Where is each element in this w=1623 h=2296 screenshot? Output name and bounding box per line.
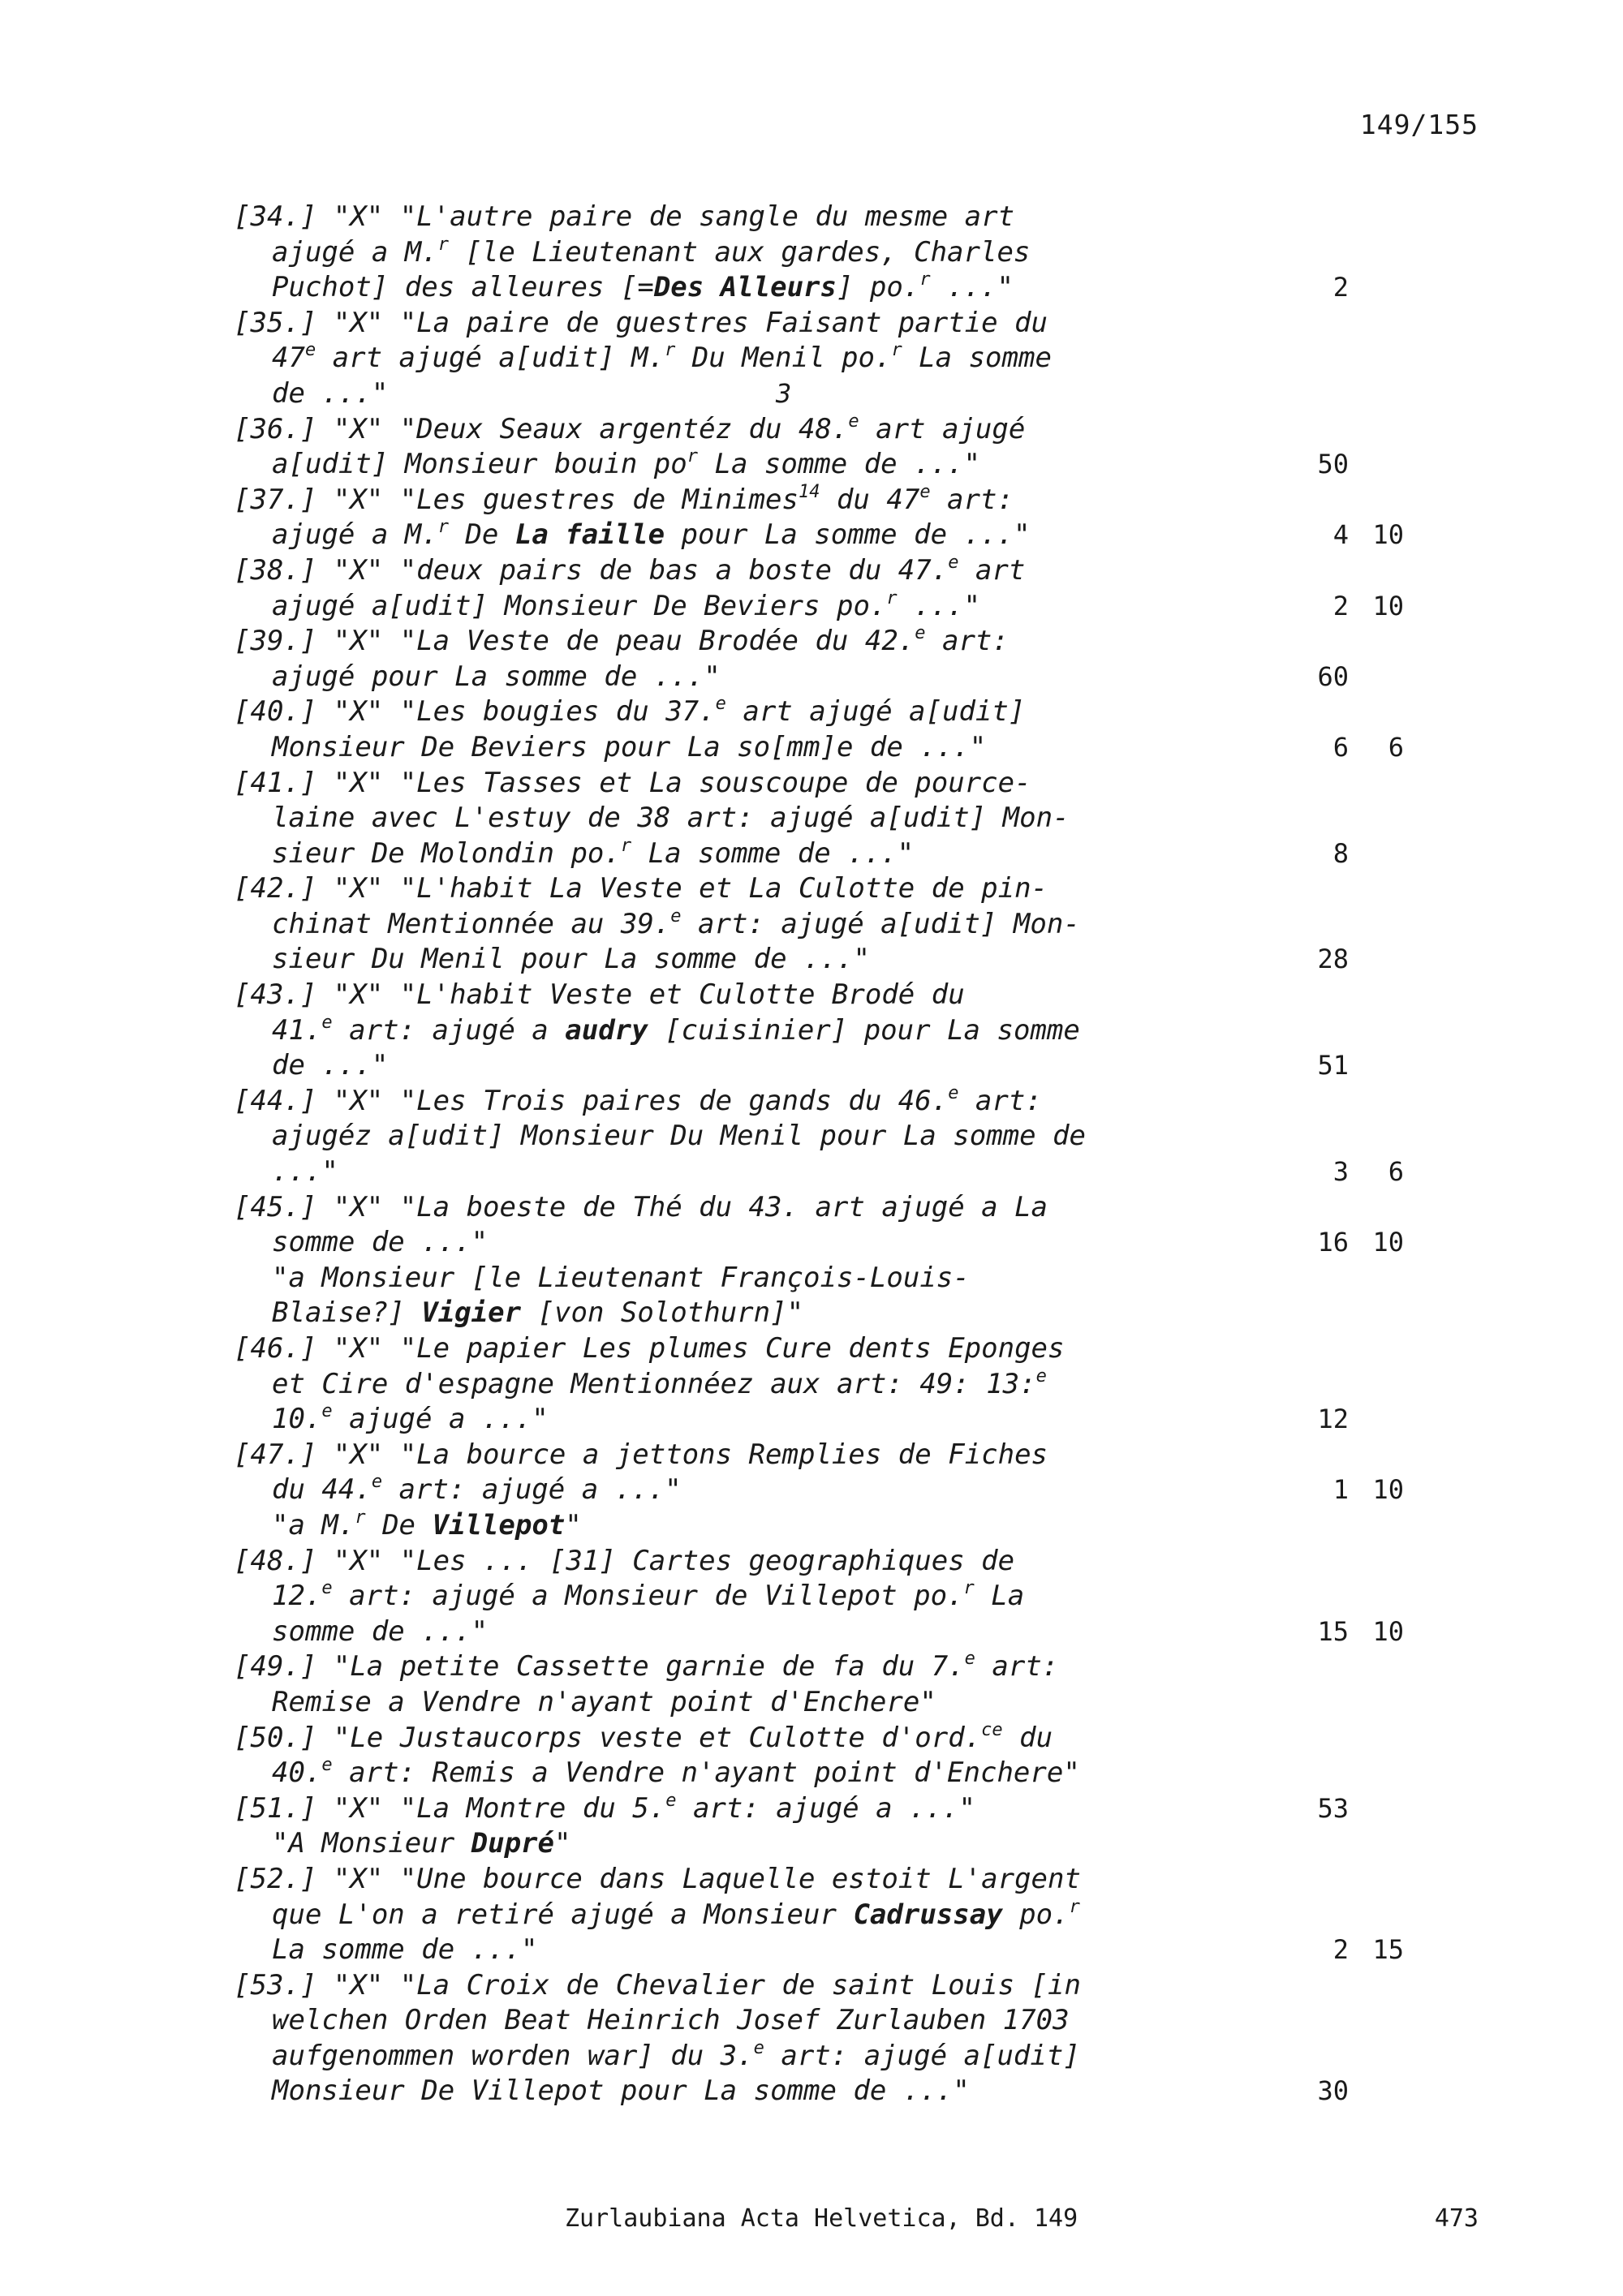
bold-name: La faille [514, 518, 665, 552]
amount-livres: 4 [1332, 519, 1349, 551]
inventory-entry [234, 871, 1419, 978]
inventory-entry [234, 1791, 1419, 1862]
entry-line: 40.$^e$ art: Remis a Vendre n'ayant point d'Enchere" [272, 1755, 1080, 1790]
superscript: r [1069, 1896, 1080, 1917]
entry-line: [36.] "X" "Deux Seaux argentéz du 48.$^e$ art ajugé [234, 411, 1026, 445]
amount-livres: 12 [1317, 1404, 1349, 1435]
inventory-entry [234, 1084, 1419, 1190]
inventory-entry [234, 1721, 1419, 1791]
amount-sols: 10 [1372, 590, 1404, 621]
amount-livres: 30 [1317, 2075, 1349, 2107]
entry-line: [41.] "X" "Les Tasses et La souscoupe de pource- [234, 766, 1031, 799]
superscript: r [665, 340, 676, 361]
entry-line: aufgenommen worden war] du 3.$^e$ art: ajugé a[udit] [272, 2037, 1080, 2072]
entry-line: [37.] "X" "Les guestres de Minimes$^{14}$ du 47e art: [234, 481, 1014, 516]
amount-livres: 3 [1332, 1156, 1349, 1188]
entry-line: Puchot] des alleures [=Des Alleurs] po.$^r$ ..." 2 [234, 270, 1419, 306]
entry-line: 41.$^e$ art: ajugé a audry [cuisinier] pour La somme [272, 1012, 1080, 1047]
inventory-entry [234, 978, 1419, 1084]
inventory-entry [234, 1190, 1419, 1331]
entry-line: [47.] "X" "La bource a jettons Remplies de Fiches [234, 1438, 1048, 1471]
entry-line: [52.] "X" "Une bource dans Laquelle estoit L'argent [234, 1862, 1081, 1895]
inventory-entry [234, 1649, 1419, 1720]
amount-livres: 6 [1332, 731, 1349, 763]
inventory-entry [234, 306, 1419, 412]
superscript: r [437, 517, 449, 538]
superscript: e [321, 1755, 333, 1776]
amount-sols: 10 [1372, 1474, 1404, 1506]
amount-livres: 53 [1317, 1792, 1349, 1824]
page-count: 149/155 [1359, 109, 1479, 140]
superscript: e [665, 1790, 677, 1811]
superscript: r [919, 269, 931, 290]
bold-name: Villepot [432, 1508, 566, 1541]
footer-page-number: 473 [1434, 2204, 1479, 2233]
superscript: e [321, 1578, 333, 1599]
entry-line: welchen Orden Beat Heinrich Josef Zurlauben 1703 [272, 2004, 1070, 2037]
amount-livres: 28 [1317, 944, 1349, 975]
inventory-entry [234, 200, 1419, 306]
amount-sols: 15 [1372, 1934, 1404, 1966]
inventory-entry [234, 483, 1419, 553]
superscript: e [670, 905, 682, 927]
entry-line: "a M.$^r$ De Villepot" [272, 1507, 582, 1541]
superscript: e [964, 1649, 975, 1670]
bold-name: audry [565, 1013, 648, 1047]
entry-line: Monsieur De Beviers pour La so[mm]e de ..." 6 6 [234, 730, 1419, 766]
inventory-entry [234, 1968, 1419, 2109]
inventory-entry [234, 624, 1419, 694]
entry-line: [48.] "X" "Les ... [31] Cartes geographiques de [234, 1544, 1015, 1577]
inventory-entry [234, 553, 1419, 624]
bold-name: Dupré [471, 1827, 554, 1860]
entry-line: [53.] "X" "La Croix de Chevalier de saint Louis [in [234, 1968, 1081, 2001]
entry-line: que L'on a retiré ajugé a Monsieur Cadrussay po.$^r$ [272, 1896, 1080, 1931]
inventory-entry [234, 694, 1419, 765]
inventory-entry [234, 766, 1419, 872]
entry-line: Blaise?] Vigier [von Solothurn]" [272, 1296, 804, 1330]
entry-line: [40.] "X" "Les bougies du 37.$^e$ art ajugé a[udit] [234, 694, 1026, 729]
amount-livres: 1 [1332, 1474, 1349, 1506]
entry-line: [45.] "X" "La boeste de Thé du 43. art ajugé a La [234, 1190, 1048, 1223]
superscript: ce [981, 1719, 1003, 1740]
amount-sols: 6 [1388, 1156, 1404, 1188]
entry-line: ajugé a M.$^r$ De La faille pour La somme de ..." 4 10 [234, 518, 1419, 553]
entry-line: [34.] "X" "L'autre paire de sangle du mesme art [234, 200, 1015, 233]
entry-line: 10.$^e$ ajugé a ..." 12 [234, 1402, 1419, 1438]
superscript: e [948, 552, 959, 573]
superscript: r [355, 1507, 366, 1528]
superscript: e [848, 411, 859, 432]
entry-line: 47e art ajugé a[udit] M.$^r$ Du Menil po.$^r$ La somme [272, 340, 1052, 375]
inventory-entry [234, 1438, 1419, 1544]
entry-line: ajugéz a[udit] Monsieur Du Menil pour La somme de [272, 1120, 1087, 1153]
inventory-entries [234, 200, 1419, 2109]
superscript: r [891, 340, 902, 361]
inventory-entry [234, 1862, 1419, 1968]
entry-line: ajugé a M.$^r$ [le Lieutenant aux gardes, Charles [272, 234, 1031, 269]
amount-sols: 10 [1372, 1227, 1404, 1258]
entry-line: somme de ..." 16 10 [234, 1225, 1419, 1261]
amount-livres: 15 [1317, 1615, 1349, 1647]
inventory-entry [234, 1544, 1419, 1650]
amount-sols: 10 [1372, 519, 1404, 551]
entry-line: somme de ..." 15 10 [234, 1615, 1419, 1650]
entry-line: [46.] "X" "Le papier Les plumes Cure dents Eponges [234, 1332, 1065, 1365]
entry-line: laine avec L'estuy de 38 art: ajugé a[udit] Mon- [272, 802, 1070, 835]
entry-line: ..." 3 6 [234, 1154, 1419, 1190]
superscript: e [948, 1082, 959, 1103]
entry-line: [39.] "X" "La Veste de peau Brodée du 42.$^e$ art: [234, 623, 1009, 658]
bold-name: Vigier [421, 1296, 522, 1330]
amount-livres: 50 [1317, 449, 1349, 480]
entry-line: ajugé a[udit] Monsieur De Beviers po.$^r$ ..." 2 10 [234, 589, 1419, 625]
superscript: 14 [798, 481, 820, 502]
entry-line: [38.] "X" "deux pairs de bas a boste du 47.$^e$ art [234, 552, 1026, 587]
entry-line: [49.] "La petite Cassette garnie de fa du 7.$^e$ art: [234, 1649, 1059, 1683]
superscript: e [321, 1401, 333, 1422]
entry-line: [42.] "X" "L'habit La Veste et La Culotte de pin- [234, 872, 1048, 905]
superscript: e [304, 340, 316, 361]
superscript: e [715, 694, 726, 715]
superscript: r [687, 446, 698, 467]
superscript: r [886, 587, 898, 608]
inventory-entry [234, 1331, 1419, 1438]
superscript: e [1035, 1365, 1047, 1387]
entry-line: chinat Mentionnée au 39.$^e$ art: ajugé a[udit] Mon- [272, 905, 1080, 940]
amount-livres: 2 [1332, 272, 1349, 303]
footer-journal: Zurlaubiana Acta Helvetica, Bd. 149 [565, 2204, 1078, 2233]
entry-line: et Cire d'espagne Mentionnéez aux art: 49: 13:$^e$ [272, 1365, 1047, 1400]
entry-line: La somme de ..." 2 15 [234, 1933, 1419, 1968]
superscript: e [919, 481, 931, 502]
superscript: r [963, 1578, 975, 1599]
entry-line: [51.] "X" "La Montre du 5.$^e$ art: ajugé a ..." 53 [234, 1791, 1419, 1827]
entry-line: [43.] "X" "L'habit Veste et Culotte Brodé du [234, 978, 965, 1012]
entry-line: de ..." 3 [234, 376, 1419, 412]
entry-line: [44.] "X" "Les Trois paires de gands du 46.$^e$ art: [234, 1082, 1042, 1117]
amount-livres: 2 [1332, 1934, 1349, 1966]
entry-line: ajugé pour La somme de ..." 60 [234, 660, 1419, 695]
entry-line: sieur Du Menil pour La somme de ..." 28 [234, 942, 1419, 978]
bold-name: Des Alleurs [653, 271, 837, 304]
entry-line: de ..." 51 [234, 1048, 1419, 1084]
entry-line: du 44.$^e$ art: ajugé a ..." 1 10 [234, 1473, 1419, 1508]
entry-line: "a Monsieur [le Lieutenant François-Louis- [272, 1261, 970, 1294]
amount-livres: 8 [1332, 837, 1349, 869]
entry-line: 12.$^e$ art: ajugé a Monsieur de Villepot po.$^r$ La [272, 1578, 1025, 1613]
amount-sols: 6 [1388, 731, 1404, 763]
amount-livres: 51 [1317, 1050, 1349, 1081]
entry-line: Monsieur De Villepot pour La somme de ..." 30 [234, 2074, 1419, 2109]
entry-line: a[udit] Monsieur bouin $po^r$ La somme de ..." 50 [234, 447, 1419, 483]
amount-livres: 60 [1317, 660, 1349, 692]
entry-line: "A Monsieur Dupré" [272, 1827, 571, 1860]
superscript: r [620, 835, 632, 856]
amount-sols: 10 [1372, 1615, 1404, 1647]
amount-livres: 16 [1317, 1227, 1349, 1258]
entry-line: [50.] "Le Justaucorps veste et Culotte d'ord.$^{ce}$ du [234, 1719, 1053, 1754]
amount-livres: 2 [1332, 590, 1349, 621]
superscript: e [371, 1472, 383, 1493]
superscript: e [753, 2037, 764, 2058]
entry-line: [35.] "X" "La paire de guestres Faisant partie du [234, 306, 1048, 339]
superscript: r [437, 234, 449, 255]
amount-inline: 3 [776, 377, 792, 409]
bold-name: Cadrussay [853, 1898, 1003, 1931]
superscript: e [321, 1012, 333, 1033]
inventory-entry [234, 412, 1419, 483]
entry-line: Remise a Vendre n'ayant point d'Enchere" [272, 1685, 936, 1718]
superscript: e [915, 623, 926, 644]
entry-line: sieur De Molondin po.$^r$ La somme de ..." 8 [234, 836, 1419, 872]
